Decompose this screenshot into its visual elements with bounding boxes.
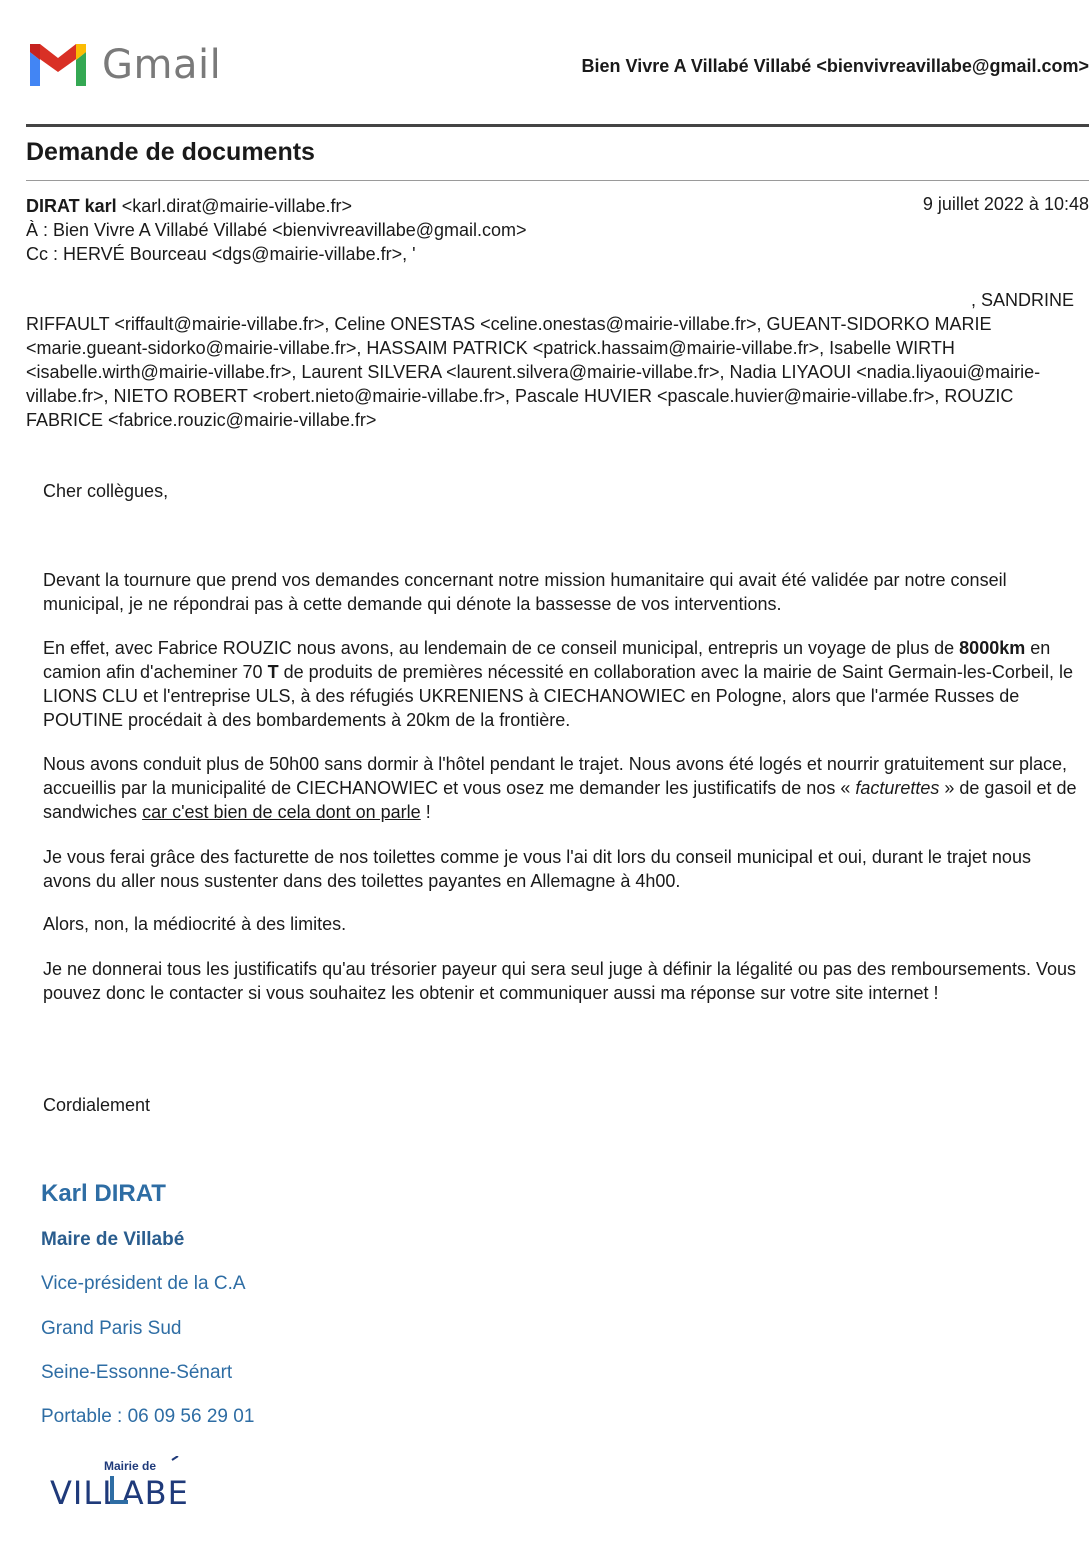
account-label: Bien Vivre A Villabé Villabé <bienvivreavillabe@gmail.com> [581,56,1089,76]
signature-line-2: Grand Paris Sud [41,1318,182,1339]
gmail-logo [26,40,226,90]
paragraph-3-text-b: » de gasoil et de sandwiches [43,778,1077,822]
sender-name: DIRAT karl [26,196,117,216]
logo-text-main: VILLABE [50,1474,189,1512]
header-divider [26,124,1089,127]
tonnage-bold: T [267,662,279,682]
subject-divider [26,180,1089,181]
gmail-m-icon [26,40,90,88]
email-paragraph-1: Devant la tournure que prend vos demandes concernant notre mission humanitaire qui avait été validée par notre conseil municipal, je ne répondrai pas à cette demande qui dénote la bassesse de vos interventions. [43,570,1007,614]
facturettes-italic: facturettes [855,778,940,798]
paragraph-2-text-c: de produits de premières nécessité en collaboration avec la mairie de Saint Germain-les-Corbeil, le LIONS CLU et l'entreprise ULS, à des réfugiés UKRENIENS à CIECHANOWIEC en Pologne, alors que l'armée Russes de POUTINE procédait à des bombardements à 20km de la frontière. [43,662,1073,730]
sender-line [26,194,352,218]
email-date: 9 juillet 2022 à 10:48 [922,194,1089,214]
signature-phone: Portable : 06 09 56 29 01 [41,1406,255,1427]
signature-name: Karl DIRAT [41,1180,166,1207]
villabe-logo [50,1456,210,1516]
email-paragraph-2 [43,636,1083,732]
signature-line-3: Seine-Essonne-Sénart [41,1362,233,1383]
underlined-phrase: car c'est bien de cela dont on parle [142,802,421,822]
sender-email: <karl.dirat@mairie-villabe.fr> [121,196,353,216]
logo-text-top: Mairie de [104,1459,157,1473]
paragraph-3-text-c: ! [420,802,431,822]
email-subject: Demande de documents [26,138,315,166]
to-line: À : Bien Vivre A Villabé Villabé <bienvivreavillabe@gmail.com> [26,220,527,240]
distance-bold: 8000km [959,638,1026,658]
email-paragraph-4: Je vous ferai grâce des facturette de nos toilettes comme je vous l'ai dit lors du conseil municipal et oui, durant le trajet nous avons du aller nous sustenter dans des toilettes payantes en Allemagne à 4h00. [43,847,1031,891]
signature-line-1: Vice-président de la C.A [41,1273,246,1294]
villabe-logo-mark [50,1456,210,1516]
paragraph-3-text-a: Nous avons conduit plus de 50h00 sans dormir à l'hôtel pendant le trajet. Nous avons été logés et nourrir gratuitement sur place, accueillis par la municipalité de CIECHANOWIEC et vous osez me demander les justificatifs de nos « [43,754,1068,798]
email-greeting: Cher collègues, [43,481,169,501]
gmail-wordmark: Gmail [102,42,222,88]
cc-recipients [26,288,1084,432]
signature-title: Maire de Villabé [41,1229,185,1250]
email-paragraph-3 [43,752,1083,824]
email-paragraph-5: Alors, non, la médiocrité à des limites. [43,914,347,934]
cc-recipient-list: RIFFAULT <riffault@mairie-villabe.fr>, Celine ONESTAS <celine.onestas@mairie-villabe.fr>, GUEANT-SIDORKO MARIE <marie.gueant-sidorko@mairie-villabe.fr>, HASSAIM PATRICK <patrick.hassaim@mairie-villabe.fr>, Isabelle WIRTH <isabelle.wirth@mairie-villabe.fr>, Laurent SILVERA <laurent.silvera@mairie-villabe.fr>, Nadia LIYAOUI <nadia.liyaoui@mairie-villabe.fr>, NIETO ROBERT <robert.nieto@mairie-villabe.fr>, Pascale HUVIER <pascale.huvier@mairie-villabe.fr>, ROUZIC FABRICE <fabrice.rouzic@mairie-villabe.fr> [26,314,1041,430]
email-closing: Cordialement [43,1095,151,1115]
paragraph-2-text-b: en camion afin d'acheminer 70 [43,638,1051,682]
paragraph-2-text-a: En effet, avec Fabrice ROUZIC nous avons, au lendemain de ce conseil municipal, entrepris un voyage de plus de [43,638,960,658]
email-paragraph-6: Je ne donnerai tous les justificatifs qu'au trésorier payeur qui sera seul juge à définir la légalité ou pas des remboursements. Vous pouvez donc le contacter si vous souhaitez les obtenir et communiquer aussi ma réponse sur votre site internet ! [43,959,1077,1003]
cc-line-continued: , SANDRINE [970,290,1074,310]
cc-line: Cc : HERVÉ Bourceau <dgs@mairie-villabe.fr>, ' [26,244,416,264]
